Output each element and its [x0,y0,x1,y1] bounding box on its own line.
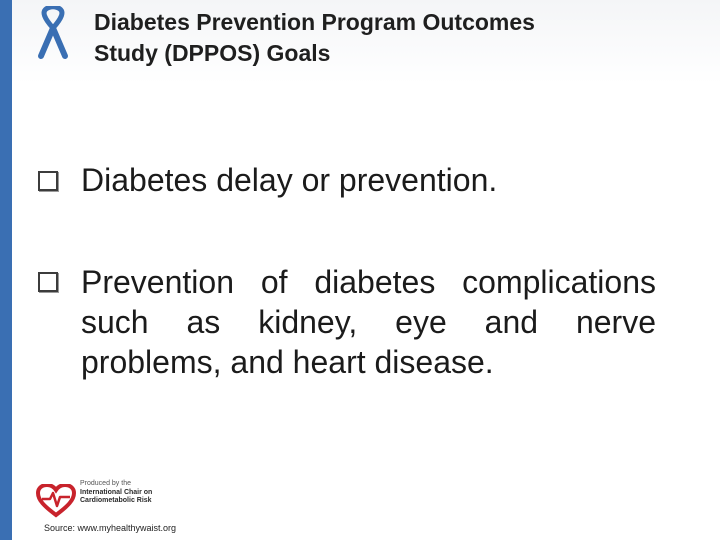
bullet-1-line-1: Diabetes delay or prevention. [81,162,498,198]
logo-text [80,480,200,506]
checkbox-square-icon [38,171,58,191]
awareness-ribbon-icon [34,6,72,60]
slide-title [94,7,694,69]
logo-line-1: Produced by the [80,480,131,487]
title-line-1: Diabetes Prevention Program Outcomes [94,9,535,35]
bullet-2-line-3: problems, and heart disease. [81,344,494,380]
bullet-2-line-2: such as kidney, eye and nerve [81,304,656,340]
checkbox-square-icon [38,272,58,292]
logo-line-3: Cardiometabolic Risk [80,497,152,504]
bullet-text-2 [81,262,656,382]
title-line-2: Study (DPPOS) Goals [94,40,331,66]
heart-logo-icon [36,484,76,518]
icc-logo [36,480,176,520]
left-accent-bar [0,0,12,540]
logo-line-2: International Chair on [80,488,153,496]
source-caption: Source: www.myhealthywaist.org [44,523,177,533]
bullet-text-1 [81,160,656,200]
bullet-2-line-1: Prevention of diabetes complications [81,264,656,300]
